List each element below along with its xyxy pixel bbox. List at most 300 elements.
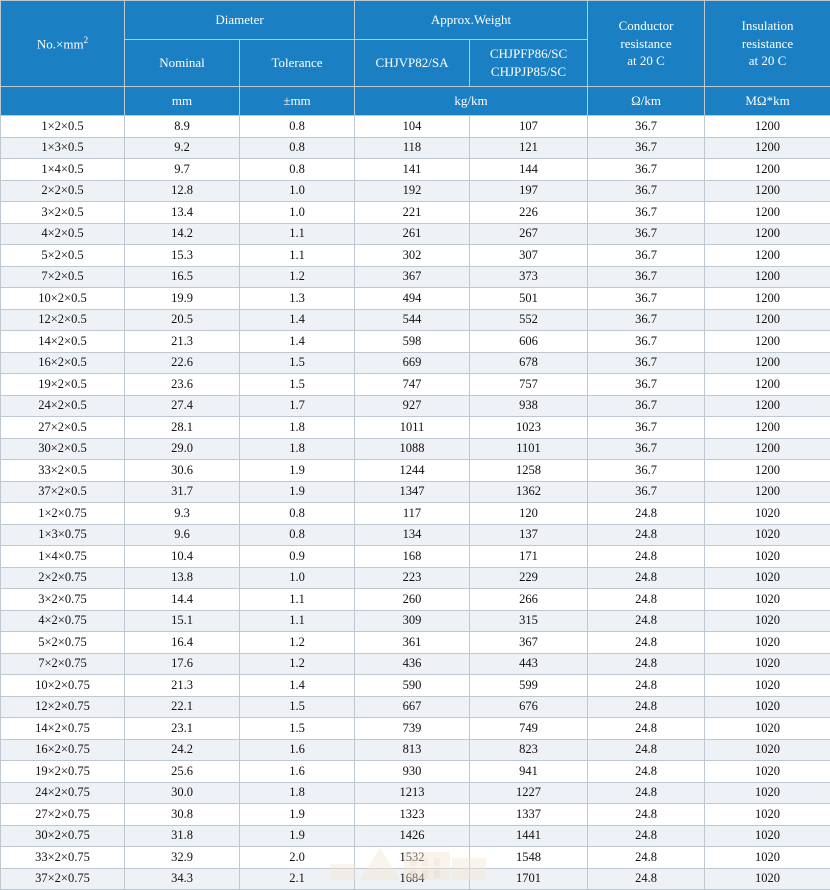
cell-no-mm2: 1×3×0.75 (1, 524, 125, 546)
cell-weight-chjpfp86sc: 552 (470, 309, 588, 331)
cell-weight-chjpfp86sc: 137 (470, 524, 588, 546)
cell-no-mm2: 1×3×0.5 (1, 137, 125, 159)
cell-no-mm2: 30×2×0.75 (1, 825, 125, 847)
table-row (1, 309, 830, 331)
cell-weight-chjvp82sa: 223 (355, 567, 470, 589)
cell-weight-chjpfp86sc: 1101 (470, 438, 588, 460)
cell-insulation-resistance: 1020 (705, 739, 830, 761)
cell-nominal: 21.3 (125, 675, 240, 697)
cell-no-mm2: 27×2×0.75 (1, 804, 125, 826)
cell-weight-chjvp82sa: 494 (355, 288, 470, 310)
table-row (1, 524, 830, 546)
cell-no-mm2: 7×2×0.75 (1, 653, 125, 675)
cell-insulation-resistance: 1200 (705, 180, 830, 202)
cell-weight-chjvp82sa: 813 (355, 739, 470, 761)
cell-conductor-resistance: 36.7 (588, 417, 705, 439)
cell-conductor-resistance: 36.7 (588, 438, 705, 460)
cell-nominal: 13.8 (125, 567, 240, 589)
cell-weight-chjpfp86sc: 676 (470, 696, 588, 718)
cell-tolerance: 0.8 (240, 503, 355, 525)
cell-tolerance: 0.8 (240, 159, 355, 181)
header-label-chjpfp-line2: CHJPJP85/SC (491, 64, 566, 79)
cell-conductor-resistance: 24.8 (588, 610, 705, 632)
unit-cell-megaohm-km: MΩ*km (705, 87, 830, 116)
cell-weight-chjvp82sa: 590 (355, 675, 470, 697)
cell-weight-chjpfp86sc: 1362 (470, 481, 588, 503)
cell-insulation-resistance: 1200 (705, 352, 830, 374)
header-row-units (1, 87, 830, 116)
unit-cell-mm: mm (125, 87, 240, 116)
cell-nominal: 31.7 (125, 481, 240, 503)
header-cell-tolerance: Tolerance (240, 40, 355, 87)
cell-insulation-resistance: 1020 (705, 718, 830, 740)
cell-insulation-resistance: 1200 (705, 460, 830, 482)
cell-no-mm2: 1×4×0.5 (1, 159, 125, 181)
cell-no-mm2: 33×2×0.5 (1, 460, 125, 482)
cell-conductor-resistance: 36.7 (588, 331, 705, 353)
cell-no-mm2: 16×2×0.5 (1, 352, 125, 374)
cell-no-mm2: 24×2×0.5 (1, 395, 125, 417)
cell-weight-chjpfp86sc: 1337 (470, 804, 588, 826)
cell-weight-chjvp82sa: 1244 (355, 460, 470, 482)
cell-weight-chjpfp86sc: 315 (470, 610, 588, 632)
cell-nominal: 16.5 (125, 266, 240, 288)
cell-no-mm2: 30×2×0.5 (1, 438, 125, 460)
table-row (1, 481, 830, 503)
cell-nominal: 34.3 (125, 868, 240, 890)
cell-nominal: 9.7 (125, 159, 240, 181)
cell-conductor-resistance: 24.8 (588, 761, 705, 783)
header-cell-weight-group: Approx.Weight (355, 1, 588, 40)
table-row (1, 847, 830, 869)
cell-tolerance: 1.5 (240, 352, 355, 374)
cell-nominal: 14.4 (125, 589, 240, 611)
table-row (1, 223, 830, 245)
cell-insulation-resistance: 1200 (705, 417, 830, 439)
cell-weight-chjvp82sa: 1426 (355, 825, 470, 847)
cell-no-mm2: 16×2×0.75 (1, 739, 125, 761)
cell-weight-chjpfp86sc: 606 (470, 331, 588, 353)
cell-nominal: 28.1 (125, 417, 240, 439)
header-label-chjpfp-line1: CHJPFP86/SC (490, 46, 567, 61)
header-cell-conductor-resistance (588, 1, 705, 87)
cell-no-mm2: 12×2×0.75 (1, 696, 125, 718)
cell-tolerance: 1.4 (240, 331, 355, 353)
cell-weight-chjvp82sa: 667 (355, 696, 470, 718)
cell-nominal: 23.1 (125, 718, 240, 740)
cell-nominal: 30.6 (125, 460, 240, 482)
cell-weight-chjpfp86sc: 749 (470, 718, 588, 740)
cell-weight-chjpfp86sc: 367 (470, 632, 588, 654)
cell-nominal: 24.2 (125, 739, 240, 761)
cell-tolerance: 1.0 (240, 567, 355, 589)
cell-weight-chjvp82sa: 1684 (355, 868, 470, 890)
table-body (1, 116, 830, 890)
cell-nominal: 15.3 (125, 245, 240, 267)
cell-conductor-resistance: 24.8 (588, 503, 705, 525)
cell-weight-chjpfp86sc: 1548 (470, 847, 588, 869)
cell-no-mm2: 2×2×0.5 (1, 180, 125, 202)
table-row (1, 653, 830, 675)
cell-conductor-resistance: 36.7 (588, 223, 705, 245)
cell-tolerance: 1.3 (240, 288, 355, 310)
cell-weight-chjvp82sa: 1347 (355, 481, 470, 503)
cell-nominal: 9.3 (125, 503, 240, 525)
cell-no-mm2: 1×4×0.75 (1, 546, 125, 568)
cell-conductor-resistance: 24.8 (588, 589, 705, 611)
cell-conductor-resistance: 24.8 (588, 632, 705, 654)
cell-tolerance: 0.8 (240, 524, 355, 546)
cell-weight-chjpfp86sc: 501 (470, 288, 588, 310)
cell-weight-chjpfp86sc: 373 (470, 266, 588, 288)
cell-insulation-resistance: 1200 (705, 331, 830, 353)
cell-no-mm2: 4×2×0.75 (1, 610, 125, 632)
cell-conductor-resistance: 24.8 (588, 804, 705, 826)
cell-nominal: 25.6 (125, 761, 240, 783)
cell-conductor-resistance: 24.8 (588, 868, 705, 890)
cell-insulation-resistance: 1200 (705, 137, 830, 159)
cell-insulation-resistance: 1020 (705, 825, 830, 847)
cell-nominal: 22.6 (125, 352, 240, 374)
cell-weight-chjvp82sa: 739 (355, 718, 470, 740)
cell-no-mm2: 24×2×0.75 (1, 782, 125, 804)
cell-nominal: 14.2 (125, 223, 240, 245)
cell-tolerance: 1.9 (240, 460, 355, 482)
cell-insulation-resistance: 1020 (705, 546, 830, 568)
header-row-1 (1, 1, 830, 40)
cell-nominal: 32.9 (125, 847, 240, 869)
table-row (1, 546, 830, 568)
cell-insulation-resistance: 1200 (705, 223, 830, 245)
cell-weight-chjpfp86sc: 1258 (470, 460, 588, 482)
table-row (1, 245, 830, 267)
cell-no-mm2: 2×2×0.75 (1, 567, 125, 589)
cell-no-mm2: 27×2×0.5 (1, 417, 125, 439)
cell-conductor-resistance: 36.7 (588, 309, 705, 331)
cell-conductor-resistance: 36.7 (588, 288, 705, 310)
cell-weight-chjpfp86sc: 443 (470, 653, 588, 675)
cell-nominal: 9.6 (125, 524, 240, 546)
cell-no-mm2: 12×2×0.5 (1, 309, 125, 331)
table-row (1, 288, 830, 310)
cell-weight-chjpfp86sc: 121 (470, 137, 588, 159)
cell-weight-chjvp82sa: 1088 (355, 438, 470, 460)
cell-nominal: 27.4 (125, 395, 240, 417)
header-cell-chjvp82-sa: CHJVP82/SA (355, 40, 470, 87)
cell-weight-chjvp82sa: 436 (355, 653, 470, 675)
header-cell-diameter-group: Diameter (125, 1, 355, 40)
cell-weight-chjvp82sa: 1011 (355, 417, 470, 439)
cell-no-mm2: 1×2×0.75 (1, 503, 125, 525)
cell-nominal: 31.8 (125, 825, 240, 847)
header-cell-insulation-resistance (705, 1, 830, 87)
cell-insulation-resistance: 1200 (705, 116, 830, 138)
table-row (1, 718, 830, 740)
table-row (1, 374, 830, 396)
table-row (1, 331, 830, 353)
cell-conductor-resistance: 24.8 (588, 675, 705, 697)
table-row (1, 610, 830, 632)
header-label-insulation-line3: at 20 C (749, 53, 787, 68)
cell-weight-chjvp82sa: 930 (355, 761, 470, 783)
cell-weight-chjvp82sa: 544 (355, 309, 470, 331)
cell-weight-chjvp82sa: 367 (355, 266, 470, 288)
table-row (1, 137, 830, 159)
cell-conductor-resistance: 36.7 (588, 352, 705, 374)
cell-tolerance: 0.8 (240, 116, 355, 138)
cell-conductor-resistance: 24.8 (588, 567, 705, 589)
cell-weight-chjvp82sa: 302 (355, 245, 470, 267)
cell-insulation-resistance: 1020 (705, 589, 830, 611)
cell-tolerance: 0.9 (240, 546, 355, 568)
cell-nominal: 16.4 (125, 632, 240, 654)
cell-conductor-resistance: 24.8 (588, 718, 705, 740)
cell-tolerance: 1.0 (240, 180, 355, 202)
cell-no-mm2: 19×2×0.75 (1, 761, 125, 783)
cell-weight-chjvp82sa: 134 (355, 524, 470, 546)
cell-conductor-resistance: 24.8 (588, 546, 705, 568)
cell-no-mm2: 5×2×0.5 (1, 245, 125, 267)
cell-insulation-resistance: 1200 (705, 266, 830, 288)
cell-insulation-resistance: 1020 (705, 847, 830, 869)
cell-weight-chjpfp86sc: 1441 (470, 825, 588, 847)
cell-tolerance: 2.1 (240, 868, 355, 890)
cell-weight-chjpfp86sc: 1701 (470, 868, 588, 890)
cell-conductor-resistance: 36.7 (588, 395, 705, 417)
cell-tolerance: 1.4 (240, 675, 355, 697)
cell-weight-chjpfp86sc: 229 (470, 567, 588, 589)
table-row (1, 180, 830, 202)
header-cell-nominal: Nominal (125, 40, 240, 87)
cell-insulation-resistance: 1200 (705, 288, 830, 310)
cell-no-mm2: 3×2×0.5 (1, 202, 125, 224)
cell-no-mm2: 10×2×0.5 (1, 288, 125, 310)
cell-weight-chjpfp86sc: 226 (470, 202, 588, 224)
cell-tolerance: 1.5 (240, 718, 355, 740)
cell-weight-chjvp82sa: 260 (355, 589, 470, 611)
cell-nominal: 13.4 (125, 202, 240, 224)
cell-insulation-resistance: 1020 (705, 524, 830, 546)
table-row (1, 696, 830, 718)
cell-insulation-resistance: 1200 (705, 438, 830, 460)
cell-no-mm2: 5×2×0.75 (1, 632, 125, 654)
cell-conductor-resistance: 36.7 (588, 266, 705, 288)
cell-nominal: 19.9 (125, 288, 240, 310)
table-row (1, 116, 830, 138)
cell-no-mm2: 19×2×0.5 (1, 374, 125, 396)
cell-insulation-resistance: 1020 (705, 503, 830, 525)
cell-insulation-resistance: 1020 (705, 632, 830, 654)
unit-cell-kg-km: kg/km (355, 87, 588, 116)
cell-insulation-resistance: 1020 (705, 675, 830, 697)
cell-weight-chjpfp86sc: 267 (470, 223, 588, 245)
cell-weight-chjvp82sa: 141 (355, 159, 470, 181)
table-row (1, 804, 830, 826)
cell-conductor-resistance: 24.8 (588, 847, 705, 869)
table-row (1, 761, 830, 783)
table-row (1, 395, 830, 417)
cell-weight-chjvp82sa: 261 (355, 223, 470, 245)
cell-tolerance: 1.7 (240, 395, 355, 417)
cell-insulation-resistance: 1200 (705, 395, 830, 417)
cell-tolerance: 1.8 (240, 417, 355, 439)
table-row (1, 868, 830, 890)
table-row (1, 567, 830, 589)
cell-conductor-resistance: 24.8 (588, 782, 705, 804)
cell-tolerance: 1.5 (240, 374, 355, 396)
cell-tolerance: 1.9 (240, 825, 355, 847)
cell-no-mm2: 3×2×0.75 (1, 589, 125, 611)
unit-cell-no (1, 87, 125, 116)
table-row (1, 739, 830, 761)
table-row (1, 266, 830, 288)
cell-weight-chjvp82sa: 118 (355, 137, 470, 159)
cell-conductor-resistance: 24.8 (588, 524, 705, 546)
cell-weight-chjvp82sa: 361 (355, 632, 470, 654)
cell-weight-chjpfp86sc: 197 (470, 180, 588, 202)
cell-tolerance: 1.1 (240, 245, 355, 267)
table-row (1, 782, 830, 804)
table-row (1, 460, 830, 482)
cell-insulation-resistance: 1020 (705, 782, 830, 804)
cell-weight-chjpfp86sc: 941 (470, 761, 588, 783)
cell-nominal: 30.8 (125, 804, 240, 826)
cell-tolerance: 1.1 (240, 589, 355, 611)
cell-weight-chjvp82sa: 117 (355, 503, 470, 525)
table-row (1, 438, 830, 460)
cell-nominal: 12.8 (125, 180, 240, 202)
cell-insulation-resistance: 1200 (705, 202, 830, 224)
cell-insulation-resistance: 1200 (705, 374, 830, 396)
header-sup-square: 2 (84, 35, 89, 45)
cell-weight-chjpfp86sc: 823 (470, 739, 588, 761)
header-label-conductor-line3: at 20 C (627, 53, 665, 68)
cell-weight-chjvp82sa: 221 (355, 202, 470, 224)
cell-insulation-resistance: 1020 (705, 761, 830, 783)
cell-weight-chjvp82sa: 192 (355, 180, 470, 202)
cell-conductor-resistance: 36.7 (588, 116, 705, 138)
table-row (1, 632, 830, 654)
cell-tolerance: 1.6 (240, 739, 355, 761)
cell-conductor-resistance: 24.8 (588, 739, 705, 761)
header-label-insulation-line2: resistance (742, 36, 793, 51)
cell-tolerance: 0.8 (240, 137, 355, 159)
cell-conductor-resistance: 36.7 (588, 137, 705, 159)
cell-conductor-resistance: 36.7 (588, 245, 705, 267)
unit-cell-tolerance-mm: ±mm (240, 87, 355, 116)
cell-weight-chjvp82sa: 104 (355, 116, 470, 138)
cell-nominal: 23.6 (125, 374, 240, 396)
cell-tolerance: 1.2 (240, 266, 355, 288)
cell-no-mm2: 7×2×0.5 (1, 266, 125, 288)
cell-weight-chjvp82sa: 927 (355, 395, 470, 417)
cell-nominal: 29.0 (125, 438, 240, 460)
cell-weight-chjvp82sa: 598 (355, 331, 470, 353)
table-row (1, 675, 830, 697)
cell-weight-chjpfp86sc: 171 (470, 546, 588, 568)
table-header (1, 1, 830, 116)
cell-weight-chjpfp86sc: 938 (470, 395, 588, 417)
cell-weight-chjvp82sa: 747 (355, 374, 470, 396)
cell-weight-chjpfp86sc: 678 (470, 352, 588, 374)
cell-no-mm2: 37×2×0.5 (1, 481, 125, 503)
cell-no-mm2: 4×2×0.5 (1, 223, 125, 245)
cell-no-mm2: 10×2×0.75 (1, 675, 125, 697)
cell-tolerance: 1.9 (240, 481, 355, 503)
cell-tolerance: 1.1 (240, 223, 355, 245)
cell-weight-chjpfp86sc: 1023 (470, 417, 588, 439)
cell-weight-chjvp82sa: 1532 (355, 847, 470, 869)
header-cell-chjpfp86-sc (470, 40, 588, 87)
cell-weight-chjpfp86sc: 120 (470, 503, 588, 525)
table-row (1, 503, 830, 525)
cell-insulation-resistance: 1020 (705, 653, 830, 675)
cell-no-mm2: 14×2×0.75 (1, 718, 125, 740)
cell-conductor-resistance: 36.7 (588, 202, 705, 224)
table-row (1, 159, 830, 181)
cell-tolerance: 1.5 (240, 696, 355, 718)
header-label-insulation-line1: Insulation (742, 18, 794, 33)
cell-no-mm2: 33×2×0.75 (1, 847, 125, 869)
cell-insulation-resistance: 1200 (705, 245, 830, 267)
cell-weight-chjpfp86sc: 307 (470, 245, 588, 267)
cell-weight-chjpfp86sc: 107 (470, 116, 588, 138)
header-label-conductor-line1: Conductor (619, 18, 674, 33)
cell-weight-chjvp82sa: 1213 (355, 782, 470, 804)
cell-tolerance: 1.9 (240, 804, 355, 826)
table-row (1, 202, 830, 224)
cell-weight-chjpfp86sc: 599 (470, 675, 588, 697)
cell-insulation-resistance: 1200 (705, 159, 830, 181)
unit-cell-ohm-km: Ω/km (588, 87, 705, 116)
cell-nominal: 21.3 (125, 331, 240, 353)
cell-insulation-resistance: 1200 (705, 309, 830, 331)
table-row (1, 417, 830, 439)
cell-nominal: 20.5 (125, 309, 240, 331)
cell-conductor-resistance: 24.8 (588, 825, 705, 847)
cell-insulation-resistance: 1020 (705, 804, 830, 826)
cell-weight-chjpfp86sc: 757 (470, 374, 588, 396)
cell-tolerance: 1.8 (240, 438, 355, 460)
cell-weight-chjpfp86sc: 144 (470, 159, 588, 181)
cell-nominal: 17.6 (125, 653, 240, 675)
cell-tolerance: 1.6 (240, 761, 355, 783)
cell-conductor-resistance: 36.7 (588, 481, 705, 503)
cell-nominal: 30.0 (125, 782, 240, 804)
cell-tolerance: 1.4 (240, 309, 355, 331)
cell-no-mm2: 1×2×0.5 (1, 116, 125, 138)
header-cell-no-mm2 (1, 1, 125, 87)
cell-insulation-resistance: 1020 (705, 567, 830, 589)
cell-nominal: 15.1 (125, 610, 240, 632)
cell-insulation-resistance: 1020 (705, 868, 830, 890)
cell-nominal: 10.4 (125, 546, 240, 568)
header-label-conductor-line2: resistance (620, 36, 671, 51)
table-row (1, 825, 830, 847)
cell-tolerance: 1.1 (240, 610, 355, 632)
cell-weight-chjpfp86sc: 1227 (470, 782, 588, 804)
cell-nominal: 22.1 (125, 696, 240, 718)
cell-weight-chjvp82sa: 309 (355, 610, 470, 632)
cell-no-mm2: 14×2×0.5 (1, 331, 125, 353)
cell-weight-chjvp82sa: 1323 (355, 804, 470, 826)
cell-nominal: 8.9 (125, 116, 240, 138)
cell-weight-chjvp82sa: 168 (355, 546, 470, 568)
table-row (1, 589, 830, 611)
cell-insulation-resistance: 1020 (705, 610, 830, 632)
cell-weight-chjpfp86sc: 266 (470, 589, 588, 611)
cell-nominal: 9.2 (125, 137, 240, 159)
